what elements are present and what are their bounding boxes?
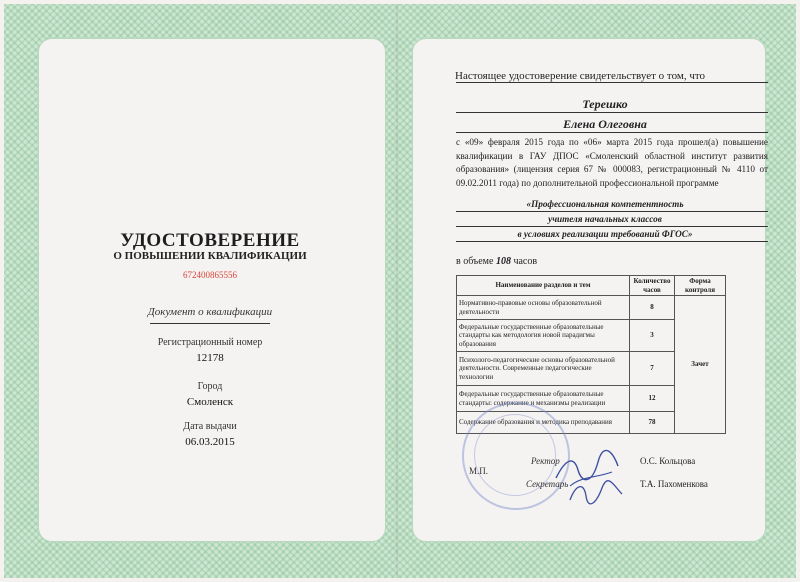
blank-serial-number: 672400865556 [183,270,237,280]
secretary-label: Секретарь [526,479,569,489]
volume-value: 108 [495,256,511,267]
intro-text: Настоящее удостоверение свидетельствует о том, что [455,70,706,82]
certificate-subtitle: О ПОВЫШЕНИИ КВАЛИФИКАЦИИ [113,250,307,262]
divider [456,226,768,227]
table-row [457,296,726,320]
row-hours: 3 [630,320,675,352]
course-paragraph: с «09» февраля 2015 года по «06» марта 2015 года прошел(а) повышение квалификации в ГАУ ДПОС «Смоленский областной институт развития образования» (лицензия серия 67 № 000083, регистрационный № 4110 от 09.02.2011 года) по дополнительной профессиональной программе [456,137,768,188]
volume-prefix: в объеме [456,256,494,267]
program-line-3: в условиях реализации требований ФГОС» [517,229,693,239]
given-names: Елена Олеговна [563,117,647,131]
divider [456,241,768,242]
program-line-2: учителя начальных классов [548,214,662,224]
issue-date-value: 06.03.2015 [185,436,235,448]
city-label: Город [197,381,223,392]
divider [456,132,768,133]
volume-line [456,256,537,267]
row-topic: Содержание образования и методика преподавания [457,412,630,434]
divider [456,112,768,113]
rector-label: Ректор [531,456,560,466]
row-hours: 78 [630,412,675,434]
row-topic: Психолого-педагогические основы образовательной деятельности. Современные педагогические технологии [457,352,630,386]
row-topic: Федеральные государственные образовательные стандарты как методология новой парадигмы образования [457,320,630,352]
row-hours: 12 [630,386,675,412]
reg-number-label: Регистрационный номер [157,337,263,348]
secretary-name: Т.А. Пахоменкова [640,479,708,489]
row-hours: 7 [630,352,675,386]
issue-date-label: Дата выдачи [183,421,237,432]
left-page [38,38,386,542]
stamp-place-label: М.П. [469,466,489,476]
control-form: Зачет [675,296,726,434]
col-header-control: Форма контроля [675,276,726,296]
reg-number-value: 12178 [196,352,224,364]
city-value: Смоленск [186,396,234,408]
table-header-row [457,276,726,296]
divider [456,82,768,83]
row-topic: Нормативно-правовые основы образовательной деятельности [457,296,630,320]
row-hours: 8 [630,296,675,320]
center-fold [396,4,398,578]
rector-name: О.С. Кольцова [640,456,696,466]
program-line-1: «Профессиональная компетентность [526,199,684,209]
divider [456,211,768,212]
row-topic: Федеральные государственные образовательные стандарты: содержание и механизмы реализации [457,386,630,412]
col-header-topic: Наименование разделов и тем [457,276,630,296]
document-type: Документ о квалификации [147,306,273,318]
divider [150,323,270,324]
col-header-hours: Количество часов [630,276,675,296]
certificate-title: УДОСТОВЕРЕНИЕ [120,230,300,251]
surname: Терешко [582,97,628,111]
volume-suffix: часов [513,256,538,267]
secretary-signature [566,478,626,508]
